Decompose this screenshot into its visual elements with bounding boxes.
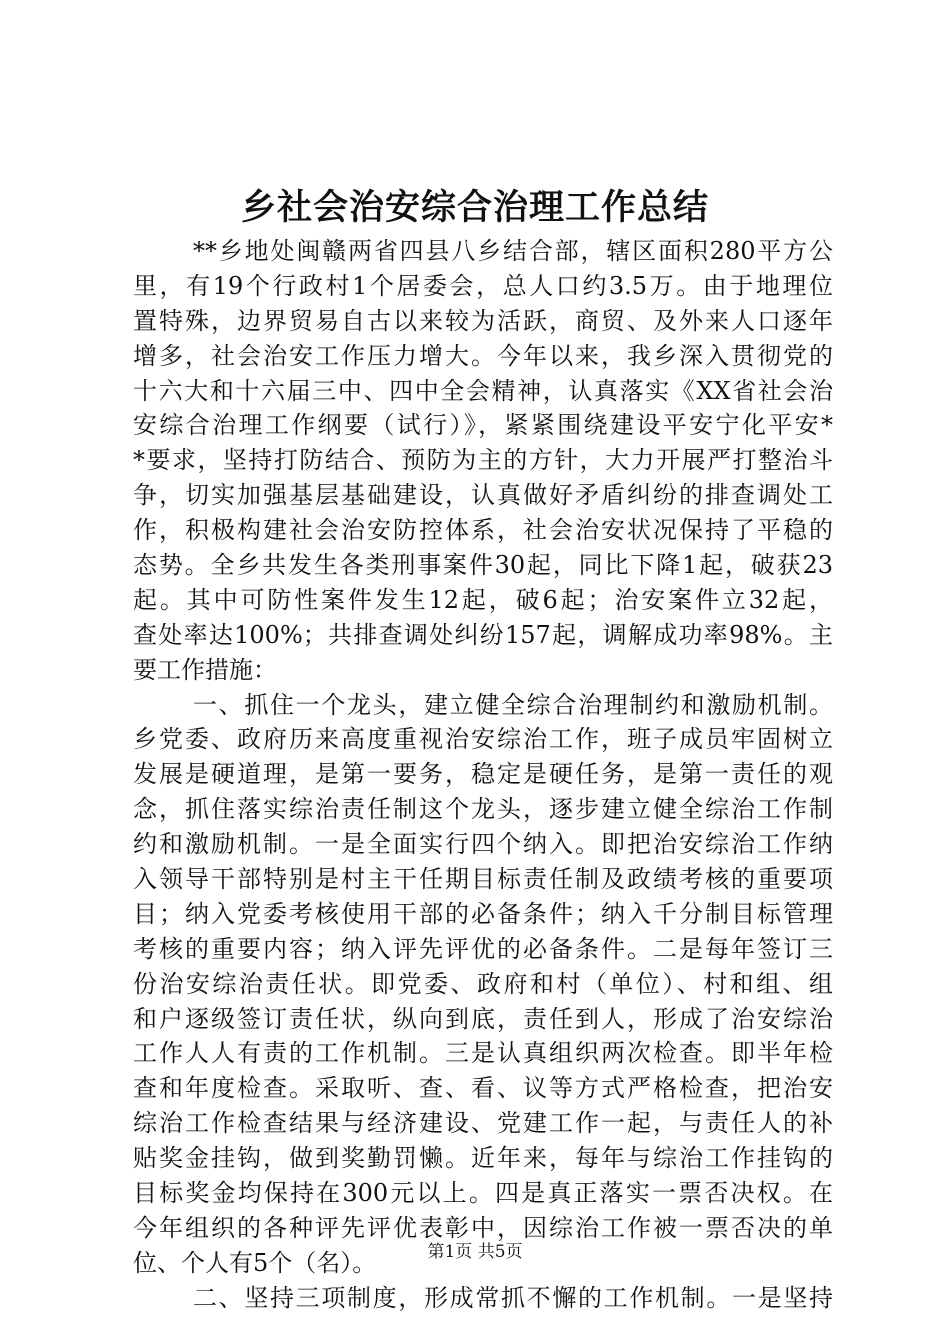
body-line: 要工作措施：: [133, 655, 277, 684]
body-line: *要求，坚持打防结合、预防为主的方针，大力开展严打整治斗: [133, 446, 833, 475]
body-line: 约和激励机制。一是全面实行四个纳入。即把治安综治工作纳: [133, 830, 833, 859]
section-heading-line: 一、抓住一个龙头，建立健全综合治理制约和激励机制。: [193, 690, 833, 719]
body-line: 安综合治理工作纲要（试行）》，紧紧围绕建设平安宁化平安*: [133, 411, 833, 440]
page-footer: 第1页 共5页: [427, 1242, 523, 1262]
body-line: 起。其中可防性案件发生12起，破6起；治安案件立32起，: [133, 585, 833, 614]
body-line: 今年组织的各种评先评优表彰中，因综治工作被一票否决的单: [133, 1213, 833, 1242]
document-body: [133, 234, 833, 1316]
body-line: 置特殊，边界贸易自古以来较为活跃，商贸、及外来人口逐年: [133, 306, 833, 335]
body-line: 查和年度检查。采取听、查、看、议等方式严格检查，把治安: [133, 1074, 833, 1103]
body-line: 乡党委、政府历来高度重视治安综治工作，班子成员牢固树立: [133, 725, 833, 754]
body-line: 里，有19个行政村1个居委会，总人口约3.5万。由于地理位: [133, 271, 833, 300]
body-line: 争，切实加强基层基础建设，认真做好矛盾纠纷的排查调处工: [133, 481, 833, 510]
body-line: 贴奖金挂钩，做到奖勤罚懒。近年来，每年与综治工作挂钩的: [133, 1144, 833, 1173]
body-line: 目标奖金均保持在300元以上。四是真正落实一票否决权。在: [133, 1179, 833, 1208]
section-heading-line: 二、坚持三项制度，形成常抓不懈的工作机制。一是坚持: [193, 1283, 833, 1312]
body-line: 目；纳入党委考核使用干部的必备条件；纳入千分制目标管理: [133, 899, 833, 928]
body-line: 综治工作检查结果与经济建设、党建工作一起，与责任人的补: [133, 1109, 833, 1138]
body-line: 查处率达100%；共排查调处纠纷157起，调解成功率98%。主: [133, 620, 833, 649]
body-line: 作，积极构建社会治安防控体系，社会治安状况保持了平稳的: [133, 516, 833, 545]
body-line: **乡地处闽赣两省四县八乡结合部，辖区面积280平方公: [193, 237, 833, 265]
body-line: 态势。全乡共发生各类刑事案件30起，同比下降1起，破获23: [133, 551, 833, 580]
body-line: 入领导干部特别是村主干任期目标责任制及政绩考核的重要项: [133, 865, 833, 894]
body-line: 念，抓住落实综治责任制这个龙头，逐步建立健全综治工作制: [133, 795, 833, 824]
body-line: 份治安综治责任状。即党委、政府和村（单位）、村和组、组: [133, 969, 833, 998]
body-line: 十六大和十六届三中、四中全会精神，认真落实《XX省社会治: [133, 376, 833, 405]
body-line: 和户逐级签订责任状，纵向到底，责任到人，形成了治安综治: [133, 1004, 833, 1033]
body-line: 增多，社会治安工作压力增大。今年以来，我乡深入贯彻党的: [133, 341, 833, 370]
body-line: 位、个人有5个（名）。: [133, 1248, 377, 1277]
body-line: 工作人人有责的工作机制。三是认真组织两次检查。即半年检: [133, 1039, 833, 1068]
body-line: 考核的重要内容；纳入评先评优的必备条件。二是每年签订三: [133, 934, 833, 963]
document-title: 乡社会治安综合治理工作总结: [240, 187, 709, 228]
body-line: 发展是硬道理，是第一要务，稳定是硬任务，是第一责任的观: [133, 760, 833, 789]
